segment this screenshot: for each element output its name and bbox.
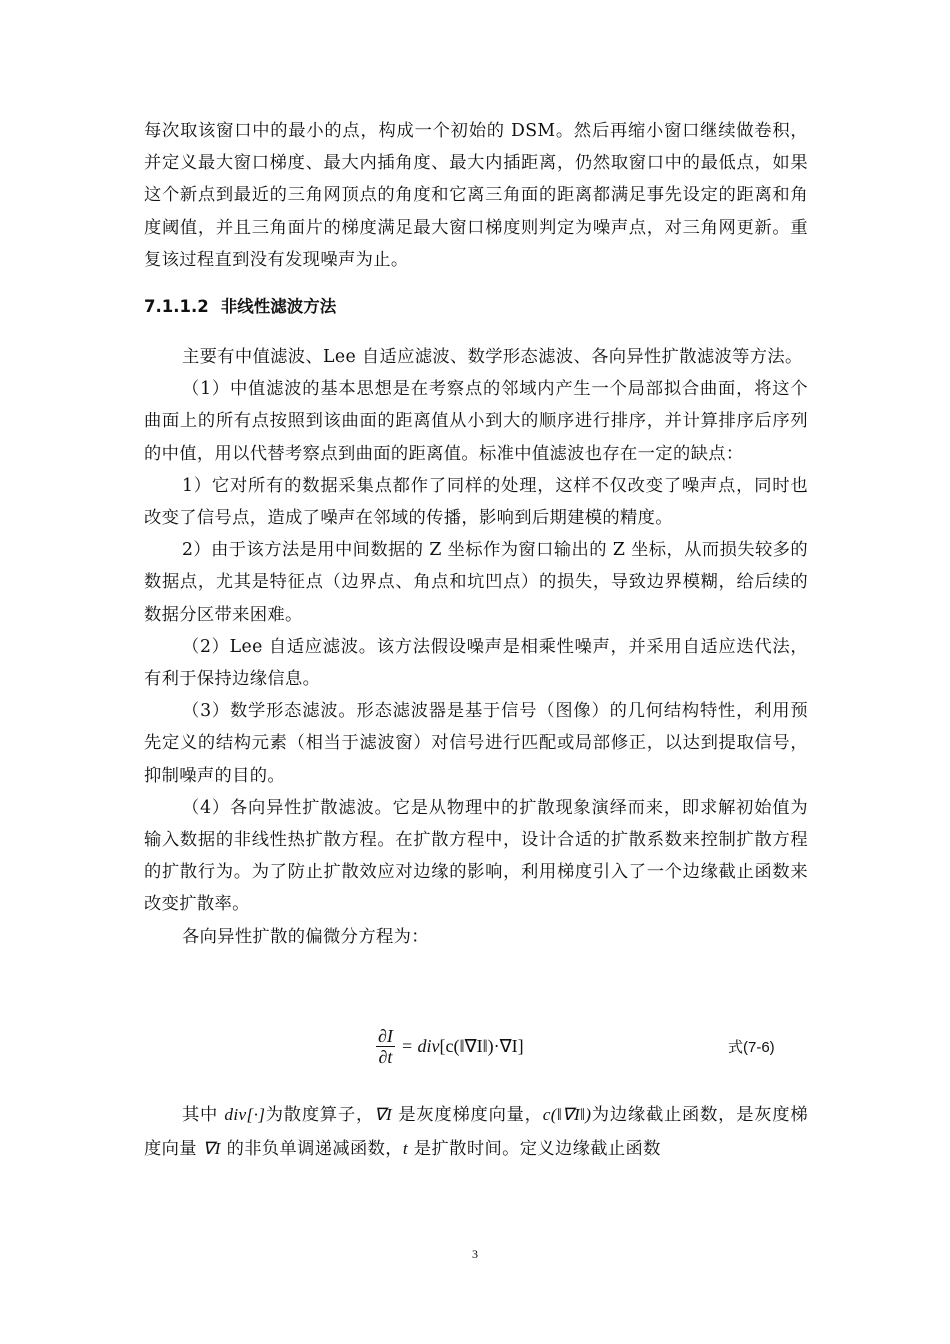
equation-operator: = div	[400, 1035, 440, 1056]
equation-fraction	[376, 1026, 395, 1067]
tail-text	[144, 1098, 808, 1166]
paragraph: （2）Lee 自适应滤波。该方法假设噪声是相乘性噪声，并采用自适应迭代法，有利于保持边缘信息。	[144, 636, 808, 690]
tail-text-4: 为边缘截止函数，是灰度梯度向量	[144, 1105, 808, 1159]
paragraph: （1）中值滤波的基本思想是在考察点的邻域内产生一个局部拟合曲面，将这个曲面上的所有点按照到该曲面的距离值从小到大的顺序进行排序，并计算排序后序列的中值，用以代替考察点到曲面的距离值。标准中值滤波也存在一定的缺点：	[144, 379, 808, 464]
paragraph: （4）各向异性扩散滤波。它是从物理中的扩散现象演绎而来，即求解初始值为输入数据的非线性热扩散方程。在扩散方程中，设计合适的扩散系数来控制扩散方程的扩散行为。为了防止扩散效应对边缘的影响，利用梯度引入了一个边缘截止函数来改变扩散率。	[144, 797, 808, 915]
intro-paragraph: 每次取该窗口中的最小的点，构成一个初始的 DSM。然后再缩小窗口继续做卷积，并定义最大窗口梯度、最大内插角度、最大内插距离，仍然取窗口中的最低点，如果这个新点到最近的三角网顶点的角度和它离三角面的距离都满足事先设定的距离和角度阈值，并且三角面片的梯度满足最大窗口梯度则判定为噪声点，对三角网更新。重复该过程直到没有发现噪声为止。	[144, 121, 808, 270]
page-number: 3	[472, 1247, 478, 1261]
body-text	[144, 341, 808, 953]
paragraph: 1）它对所有的数据采集点都作了同样的处理，这样不仅改变了噪声点，同时也改变了信号点，造成了噪声在邻域的传播，影响到后期建模的精度。	[144, 475, 808, 529]
section-title: 非线性滤波方法	[220, 297, 337, 316]
time-variable: t	[402, 1139, 409, 1158]
tail-text-6: 是扩散时间。定义边缘截止函数	[408, 1139, 661, 1159]
paragraph: 主要有中值滤波、Lee 自适应滤波、数学形态滤波、各向异性扩散滤波等方法。	[182, 347, 803, 367]
gradient-symbol: ∇I	[374, 1105, 393, 1124]
cutoff-function: c(‖∇I‖)	[542, 1105, 592, 1124]
tail-paragraph	[144, 1098, 808, 1166]
gradient-symbol-2: ∇I	[202, 1139, 221, 1158]
section-number: 7.1.1.2	[144, 297, 209, 316]
section-heading	[144, 293, 336, 317]
tail-text-2: 为散度算子，	[265, 1105, 375, 1125]
intro-text	[144, 115, 808, 276]
paragraph: 2）由于该方法是用中间数据的 Z 坐标作为窗口输出的 Z 坐标，从而损失较多的数据点，尤其是特征点（边界点、角点和坑凹点）的损失，导致边界模糊，给后续的数据分区带来困难。	[144, 540, 808, 625]
tail-text-3: 是灰度梯度向量，	[392, 1105, 543, 1125]
equation-label: 式(7-6)	[728, 1039, 775, 1056]
paragraph: （3）数学形态滤波。形态滤波器是基于信号（图像）的几何结构特性，利用预先定义的结构元素（相当于滤波窗）对信号进行匹配或局部修正，以达到提取信号，抑制噪声的目的。	[144, 701, 808, 786]
tail-text-1: 其中	[182, 1105, 225, 1125]
equation-body: [c(‖∇I‖)·∇I]	[439, 1035, 524, 1056]
equation-numerator: ∂I	[378, 1025, 393, 1046]
equation-7-6	[376, 1018, 524, 1074]
tail-text-5: 的非负单调递减函数，	[220, 1139, 403, 1159]
paragraph: 各向异性扩散的偏微分方程为：	[182, 926, 429, 947]
divergence-operator: div[·]	[224, 1105, 266, 1124]
equation-denominator: ∂t	[378, 1046, 393, 1067]
